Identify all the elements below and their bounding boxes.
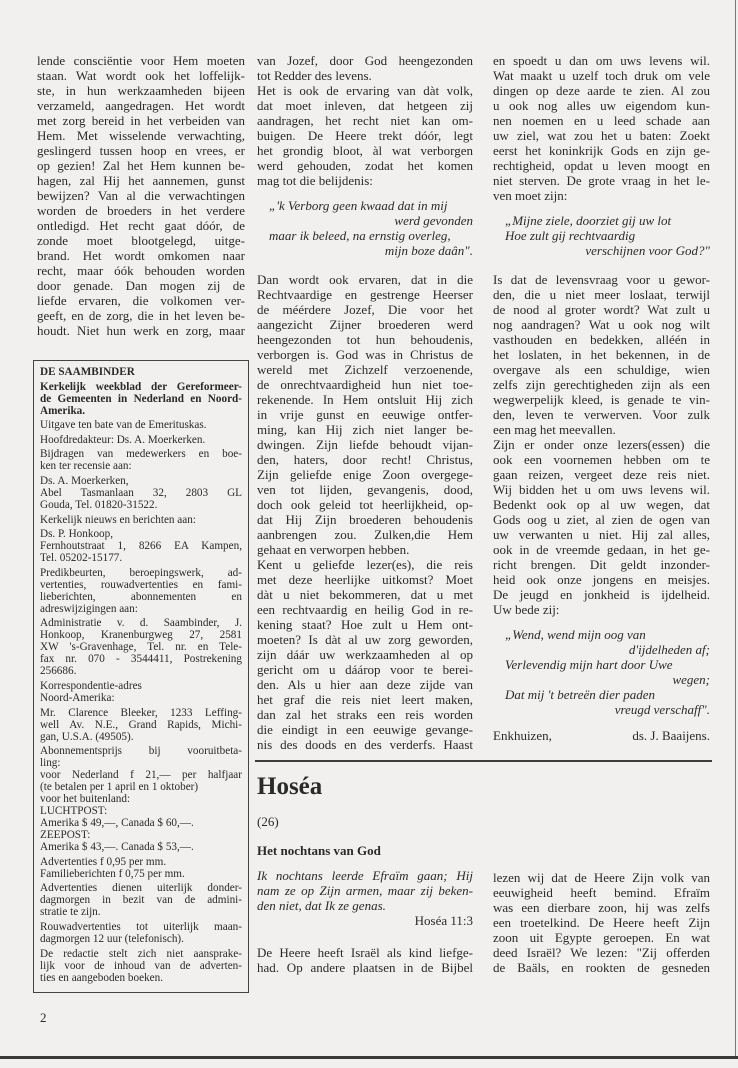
- text-line: met deze heerlijke uitkomst? Moet: [257, 572, 473, 587]
- masthead-section: [40, 475, 242, 511]
- text-line: aangezicht Zijner broederen werd: [257, 317, 473, 332]
- text-line: Advertenties f 0,95 per mm.: [40, 855, 167, 868]
- text-line: ven moet zijn:: [493, 188, 568, 203]
- text-line: ook in de vreemde gedaan, in het ge-: [493, 542, 710, 557]
- text-line: wereld met Zichzelf verzoenende,: [257, 362, 473, 377]
- text-line: wegwerpelijk kleed, is genade te vin-: [493, 392, 710, 407]
- text-line: zonde moet blootgelegd, uitge-: [37, 233, 245, 248]
- text-line: de Gemeenten in Nederland en Noord-: [40, 392, 242, 405]
- text-line: Abel Tasmanlaan 32, 2803 GL: [40, 486, 242, 499]
- text-line: van Jozef, door God heengezonden: [257, 53, 473, 68]
- masthead-section: [40, 948, 242, 984]
- text-line: lezen wij dat de Heere Zijn volk van: [493, 870, 710, 885]
- text-line: gericht om u dáárop voor te berei-: [257, 662, 473, 677]
- text-line: uw verwanten u niet. Hij zal alles,: [493, 527, 710, 542]
- text-line: Bedenkt ook op al uw wegen, dat: [493, 497, 710, 512]
- text-line: aandragen, het recht niet kan om-: [257, 113, 473, 128]
- masthead-section: [40, 448, 242, 472]
- signature-place: Enkhuizen,: [493, 728, 552, 743]
- text-line: liefde ervaren, die volkomen ver-: [37, 293, 245, 308]
- text-line: stratie te zijn.: [40, 906, 101, 919]
- text-line: Kerkelijk nieuws en berichten aan:: [40, 513, 196, 526]
- text-line: het graf die reis niet leert maken,: [257, 692, 473, 707]
- text-line: lijk voor de inhoud van de adverten-: [40, 959, 242, 972]
- text-line: bewijzen? Van al die verwachtingen: [37, 188, 245, 203]
- text-line: ken ter recensie aan:: [40, 460, 132, 473]
- verse-line: maar ik beleed, na ernstig overleg,: [269, 228, 451, 243]
- text-line: door genade. Dan mogen zij de: [37, 278, 245, 293]
- text-line: Dan wordt ook ervaren, dat in die: [257, 272, 473, 287]
- hosea-body-left: [257, 945, 473, 975]
- text-line: de onrechtvaardigheid hun niet toe-: [257, 377, 473, 392]
- text-line: voor het buitenland:: [40, 793, 131, 806]
- text-line: Advertenties dienen uiterlijk donder-: [40, 882, 242, 895]
- text-line: den. Als u hier aan deze zijde van: [257, 677, 473, 692]
- text-line: overgave als een schuldige, wien: [493, 362, 710, 377]
- text-line: vasthouden en bedekken, alléén in: [493, 332, 710, 347]
- masthead-section: [40, 567, 242, 615]
- page-edge-right: [735, 0, 736, 1056]
- text-line: dat Hij Zijn broederen behoudenis: [257, 512, 473, 527]
- text-line: DE SAAMBINDER: [40, 366, 135, 378]
- text-line: verzameld, aangedragen. Het wordt: [37, 98, 245, 113]
- text-line: op gezien! Zal het Hem kunnen be-: [37, 158, 245, 173]
- text-line: geslingerd tussen hoop en vrees, er: [37, 143, 245, 158]
- text-line: tot Redder des levens.: [257, 68, 372, 83]
- text-line: doch ook geleid tot heerlijkheid, op-: [257, 497, 473, 512]
- text-line: gaan reizen, vergeet deze reis niet.: [493, 467, 710, 482]
- text-line: ste, in hun werkzaamheden bijeen: [37, 83, 245, 98]
- masthead-section: [40, 680, 242, 704]
- section-divider: [255, 760, 712, 762]
- text-line: Ds. A. Moerkerken,: [40, 474, 129, 487]
- masthead-section: [40, 419, 242, 431]
- text-line: Honkoop, Kranenburgweg 27, 2581: [40, 629, 242, 642]
- text-line: houdt. Niet hun werk en zorg, maar: [37, 323, 245, 338]
- signature-author: ds. J. Baaijens.: [632, 728, 710, 743]
- text-line: het grondig bloot, àl wat verborgen: [257, 143, 473, 158]
- text-line: aanbrengen zou. Zulken,die Hem: [257, 527, 473, 542]
- text-line: Ik nochtans leerde Efraïm gaan; Hij: [257, 868, 473, 883]
- text-line: eeuwigheid heeft bemind. Efraïm: [493, 885, 710, 900]
- text-line: Kent u geliefde lezer(es), die reis: [257, 557, 473, 572]
- text-line: hagen, zal Hij het aannemen, gunst: [37, 173, 245, 188]
- psalm-verse-3: [493, 627, 710, 717]
- text-line: in vrije gunst en eeuwige ontfer-: [257, 407, 473, 422]
- article-right-intro: [493, 53, 710, 203]
- text-line: dwingen. Zijn liefde behoudt vijan-: [257, 437, 473, 452]
- text-line: zelfs zijn gerechtigheden zijn als een: [493, 377, 710, 392]
- text-line: richt brengen. Dit geldt inzonder-: [493, 557, 710, 572]
- text-line: dat moet inleven, dat hetgeen zij: [257, 98, 473, 113]
- text-line: en spoedt u dan om uws levens wil.: [493, 53, 710, 68]
- text-line: den, haters, door recht! Christus,: [257, 452, 473, 467]
- masthead-section: [40, 528, 242, 564]
- text-line: De jeugd en jonkheid is ijdelheid.: [493, 587, 710, 602]
- text-line: Amerika.: [40, 404, 86, 417]
- text-line: Het is ook de ervaring van dàt volk,: [257, 83, 473, 98]
- text-line: dagmorgen in bezit van de admini-: [40, 894, 242, 907]
- verse-line: wegen;: [672, 672, 710, 687]
- text-line: een rechtvaardig en heilig God in re-: [257, 602, 473, 617]
- text-line: den niet, dat Ik ze genas.: [257, 898, 386, 913]
- masthead-section: [40, 434, 242, 446]
- text-line: Bijdragen van medewerkers en boe-: [40, 448, 242, 461]
- text-line: de nood al groter wordt? Wat zult u: [493, 302, 710, 317]
- article-right-body: [493, 272, 710, 617]
- article-signature: [493, 728, 710, 744]
- verse-line: „Wend, wend mijn oog van: [505, 627, 646, 642]
- text-line: Gouda, Tel. 01820-31522.: [40, 498, 158, 511]
- text-line: heid ook onze jongens en meisjes.: [493, 572, 710, 587]
- text-line: Uw bede zij:: [493, 602, 560, 617]
- text-line: ontledigd. Het recht gaat dóór, de: [37, 218, 245, 233]
- text-line: 256686.: [40, 665, 77, 678]
- text-line: ook een voornemen hebben om te: [493, 452, 710, 467]
- text-line: geeft, en de zorg, die in het leven be-: [37, 308, 245, 323]
- masthead-section: [40, 707, 242, 743]
- text-line: Amerika $ 43,—. Canada $ 53,—.: [40, 841, 194, 854]
- text-line: Amerika $ 49,—, Canada $ 60,—.: [40, 817, 194, 830]
- verse-line: „Mijne ziele, doorziet gij uw lot: [505, 213, 672, 228]
- text-line: de Baäls, en rookten de gesneden: [493, 960, 710, 975]
- text-line: uw ziel, wat zou het u baten: Zoekt: [493, 128, 710, 143]
- text-line: verborgen is. God was in Christus de: [257, 347, 473, 362]
- text-line: het loslaten, in het bekennen, in de: [493, 347, 710, 362]
- text-line: worden de broeders in het verdere: [37, 203, 245, 218]
- text-line: buigen. De Heere trekt dóór, legt: [257, 128, 473, 143]
- masthead-section: [40, 745, 242, 853]
- text-line: heengezonden tot hun behoudenis,: [257, 332, 473, 347]
- text-line: met zorg bereid in het verbeiden van: [37, 113, 245, 128]
- text-line: Hem. Met wisselende verwachting,: [37, 128, 245, 143]
- verse-line: mijn boze daân".: [384, 243, 473, 258]
- text-line: staan. Wat wordt ook het loffelijk-: [37, 68, 245, 83]
- text-line: was een dierbare zoon, hij was zelfs: [493, 900, 710, 915]
- verse-line: verschijnen voor God?": [585, 243, 710, 258]
- text-line: Wij bidden het u om uws levens wil.: [493, 482, 710, 497]
- masthead-section: [40, 856, 242, 880]
- text-line: (te betalen per 1 april en 1 oktober): [40, 781, 199, 794]
- text-line: deed Israël? We lezen: "Zij offerden: [493, 945, 710, 960]
- text-line: dingen op deze aarde te zien. Al zou: [493, 83, 710, 98]
- article-middle-body: [257, 272, 473, 752]
- text-line: werd gehouden, zodat het komen: [257, 158, 473, 173]
- text-line: een troetelkind. De Heere heeft Zijn: [493, 915, 710, 930]
- text-line: De Heere heeft Israël als kind liefge-: [257, 945, 473, 960]
- psalm-verse-1: [257, 198, 473, 258]
- text-line: brand. Het wordt omkomen naar: [37, 248, 245, 263]
- article-continuation-left: [37, 53, 245, 338]
- text-line: nis des doods en des verderfs. Haast: [257, 737, 473, 752]
- text-line: Predikbeurten, beroepingswerk, ad-: [40, 566, 242, 579]
- text-line: had. Op andere plaatsen in de Bijbel: [257, 960, 473, 975]
- text-line: Mr. Clarence Bleeker, 1233 Leffing-: [40, 706, 242, 719]
- article-title: Hoséa: [257, 773, 323, 800]
- text-line: nen noemen en u leed schade aan: [493, 113, 710, 128]
- hosea-body-right: [493, 870, 710, 975]
- text-line: gan, U.S.A. (49505).: [40, 730, 134, 743]
- text-line: u ook nog alles uw eigendom kun-: [493, 98, 710, 113]
- text-line: adreswijzigingen aan:: [40, 602, 138, 615]
- text-line: niet sterven. De grote vraag in het le-: [493, 173, 710, 188]
- text-line: lieberichten, abonnementen en: [40, 590, 242, 603]
- text-line: den, die u niet meer loslaat, terwijl: [493, 287, 710, 302]
- text-line: ming, kan Hij zich niet langer be-: [257, 422, 473, 437]
- text-line: Korrespondentie-adres: [40, 679, 142, 692]
- text-line: den, leven te verwerven. Voor zulk: [493, 407, 710, 422]
- text-line: Zijn er onder onze lezers(essen) die: [493, 437, 710, 452]
- text-line: Abonnementsprijs bij vooruitbeta-: [40, 745, 242, 758]
- text-line: Gods oog u ziet, al zien de ogen van: [493, 512, 710, 527]
- text-line: Rechtvaardige en gestrenge Heerser: [257, 287, 473, 302]
- text-line: nam ze op Zijn armen, maar zij beken-: [257, 883, 473, 898]
- masthead-box: [33, 360, 249, 993]
- text-line: Familieberichten f 0,75 per mm.: [40, 867, 185, 880]
- verse-line: d'ijdelheden af;: [628, 642, 710, 657]
- text-line: Is dat de levensvraag voor u gewor-: [493, 272, 710, 287]
- text-line: Hoofdredakteur: Ds. A. Moerkerken.: [40, 433, 206, 446]
- verse-line: Dat mij 't betreën dier paden: [505, 687, 655, 702]
- masthead-section: [40, 921, 242, 945]
- verse-line: „'k Verborg geen kwaad dat in mij: [269, 198, 448, 213]
- text-line: Wat maakt u uzelf toch druk om vele: [493, 68, 710, 83]
- text-line: die eindigt in een eeuwige gevange-: [257, 722, 473, 737]
- text-line: lende consciëntie voor Hem moeten: [37, 53, 245, 68]
- text-line: Ds. P. Honkoop,: [40, 528, 114, 541]
- article-middle-intro: [257, 53, 473, 188]
- text-line: mag tot die belijdenis:: [257, 173, 373, 188]
- text-line: fax nr. 070 - 3544411, Postrekening: [40, 653, 242, 666]
- masthead-section: [40, 381, 242, 417]
- text-line: ven tot lijden, gevangenis, dood,: [257, 482, 473, 497]
- text-line: voor Nederland f 21,— per halfjaar: [40, 769, 242, 782]
- text-line: gehaat en verworpen hebben.: [257, 542, 410, 557]
- text-line: zijn dáár uw werkzaamheden al op: [257, 647, 473, 662]
- text-line: De redactie stelt zich niet aansprake-: [40, 947, 242, 960]
- text-line: dagmorgen 12 uur (telefonisch).: [40, 932, 184, 945]
- masthead-section: [40, 366, 242, 378]
- page-edge: [0, 1056, 738, 1059]
- text-line: Zijn geliefde enige Zoon overgege-: [257, 467, 473, 482]
- text-line: ZEEPOST:: [40, 829, 91, 842]
- text-line: rekenende. In Hem ontsluit Hij zich: [257, 392, 473, 407]
- text-line: eerst het koninkrijk Gods en zijn ge-: [493, 143, 710, 158]
- text-line: Noord-Amerika:: [40, 691, 115, 704]
- scripture-quote: [257, 868, 473, 913]
- text-line: recht, maar óók behouden worden: [37, 263, 245, 278]
- text-line: kening staat? Hoe zult u Hem ont-: [257, 617, 473, 632]
- text-line: nog aandragen? Wat u ook nog wilt: [493, 317, 710, 332]
- masthead-section: [40, 514, 242, 526]
- text-line: well Av. N.E., Grand Rapids, Michi-: [40, 718, 242, 731]
- article-subtitle: Het nochtans van God: [257, 843, 381, 858]
- text-line: ties en aangeboden boeken.: [40, 971, 164, 984]
- psalm-verse-2: [493, 213, 710, 258]
- text-line: rechtigheid, opdat u leven moogt en: [493, 158, 710, 173]
- text-line: zoon uit Egypte geroepen. En wat: [493, 930, 710, 945]
- text-line: ling:: [40, 757, 61, 770]
- article-number: (26): [257, 814, 279, 829]
- text-line: XW 's-Gravenhage, Tel. nr. en Tele-: [40, 641, 242, 654]
- verse-line: Hoe zult gij rechtvaardig: [505, 228, 636, 243]
- verse-line: Verlevendig mijn hart door Uwe: [505, 657, 673, 672]
- text-line: Kerkelijk weekblad der Gereformeer-: [40, 380, 242, 393]
- masthead-section: [40, 882, 242, 918]
- page-number: 2: [40, 1010, 47, 1025]
- text-line: LUCHTPOST:: [40, 805, 108, 818]
- text-line: de méérdere Jozef, Die voor het: [257, 302, 473, 317]
- text-line: dan zal het straks een reis worden: [257, 707, 473, 722]
- verse-line: vreugd verschaff".: [614, 702, 710, 717]
- text-line: Uitgave ten bate van de Emerituskas.: [40, 419, 207, 432]
- scripture-reference: Hoséa 11:3: [414, 913, 473, 928]
- text-line: moeten? Is dàt al uw zorg geworden,: [257, 632, 473, 647]
- verse-line: werd gevonden: [394, 213, 473, 228]
- text-line: Tel. 05202-15177.: [40, 552, 123, 565]
- text-line: een mag het meevallen.: [493, 422, 616, 437]
- masthead-section: [40, 617, 242, 677]
- text-line: vertenties, rouwadvertenties en fami-: [40, 578, 242, 591]
- text-line: dàt u niet bekommeren, dat u met: [257, 587, 473, 602]
- text-line: Rouwadvertenties tot uiterlijk maan-: [40, 920, 242, 933]
- text-line: Administratie v. d. Saambinder, J.: [40, 617, 242, 630]
- text-line: Fernhoutstraat 1, 8266 EA Kampen,: [40, 540, 242, 553]
